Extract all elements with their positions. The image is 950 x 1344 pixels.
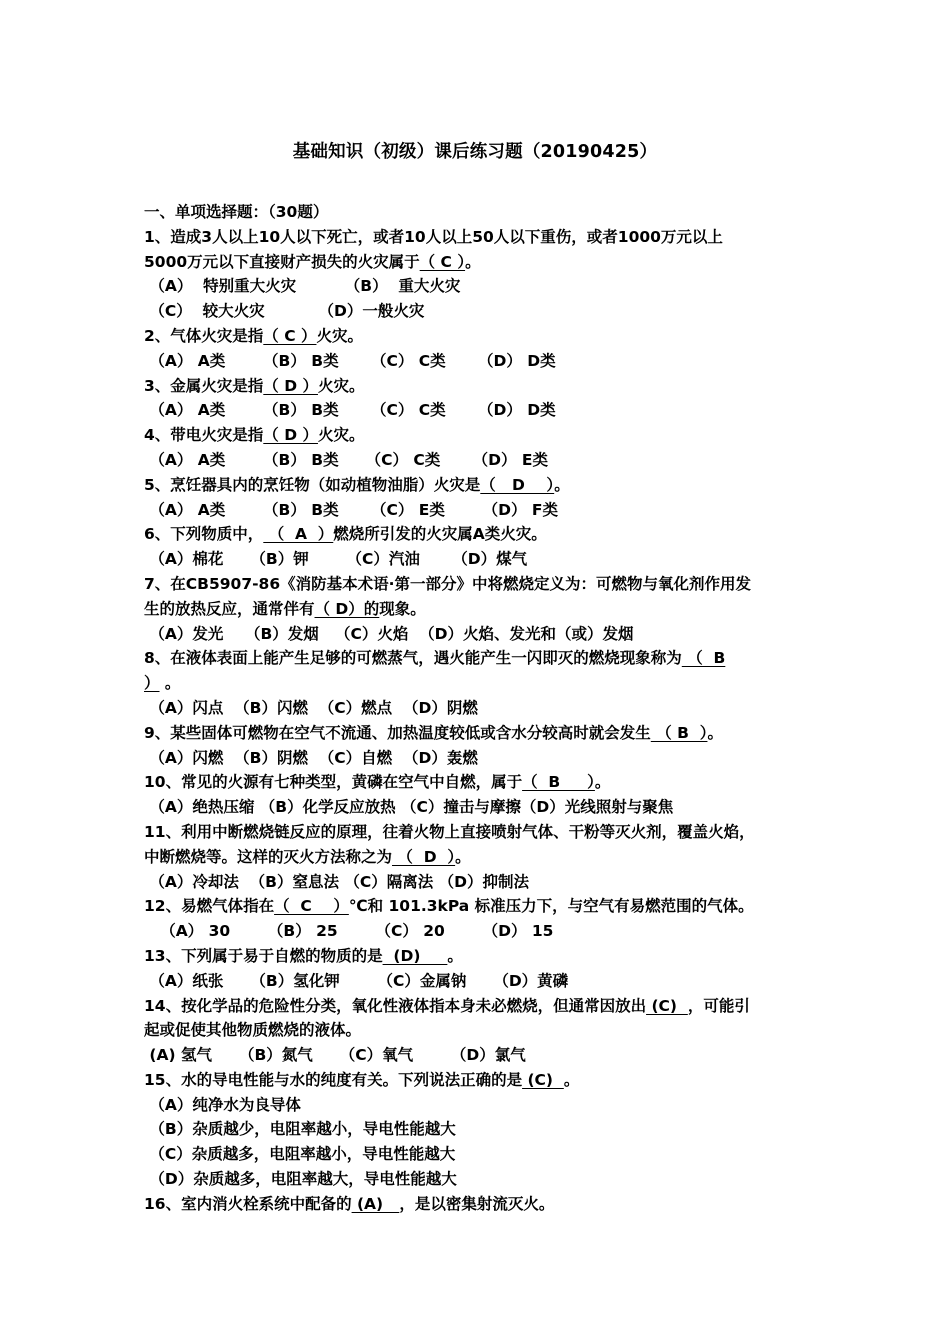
- answer-options: （A）绝热压缩 （B）化学反应放热 （C）撞击与摩擦（D）光线照射与聚焦: [144, 798, 674, 817]
- question-text-line: [144, 423, 808, 448]
- question-text: ，可能引: [687, 996, 750, 1015]
- question-text: 16、室内消火栓系统中配备的: [144, 1194, 352, 1213]
- question-text: 8、在液体表面上能产生足够的可燃蒸气，遇火能产生一闪即灭的燃烧现象称为: [144, 649, 682, 668]
- question-text: 14、按化学品的危险性分类，氧化性液体指本身未必燃烧，但通常因放出: [144, 996, 647, 1015]
- question-text: ℃和 101.3kPa 标准压力下，与空气有易燃范围的气体。: [348, 897, 754, 916]
- question-text: 。: [707, 723, 723, 742]
- question-text-line: [144, 1192, 808, 1217]
- question-text: 2、气体火灾是指: [144, 326, 264, 345]
- answer-options: （A） 30 （B） 25 （C） 20 （D） 15: [144, 922, 554, 941]
- question-item: [144, 646, 808, 720]
- answer-blank: （ B ）: [522, 773, 595, 792]
- question-item: [144, 820, 808, 894]
- question-text: 4、带电火灾是指: [144, 426, 264, 445]
- answer-options: （A）闪燃 （B）阴燃 （C）自燃 （D）轰燃: [144, 748, 478, 767]
- question-item: [144, 1192, 808, 1217]
- question-item: [144, 324, 808, 374]
- answer-options: （A）发光 （B）发烟 （C）火焰 （D）火焰、发光和（或）发烟: [144, 624, 634, 643]
- question-text: 12、易燃气体指在: [144, 897, 275, 916]
- answer-blank: （ D）的: [314, 599, 380, 618]
- answer-options: （C） 较大火灾 （D）一般火灾: [144, 302, 425, 321]
- question-item: [144, 572, 808, 646]
- question-item: [144, 994, 808, 1068]
- question-item: [144, 473, 808, 523]
- answer-options: （A）棉花 （B）钾 （C）汽油 （D）煤气: [144, 550, 528, 569]
- question-text-line: [144, 894, 808, 919]
- answer-options: （A） A类 （B） B类 （C） C类 （D） E类: [144, 450, 548, 469]
- answer-options: （A）纯净水为良导体: [144, 1095, 301, 1114]
- question-text-line: [144, 944, 808, 969]
- answer-options: （C）杂质越多，电阻率越小，导电性能越大: [144, 1145, 456, 1164]
- question-text-line: [144, 646, 808, 671]
- question-text-line: [144, 374, 808, 399]
- question-text: 。: [159, 674, 181, 693]
- answer-options: （A） A类 （B） B类 （C） E类 （D） F类: [144, 500, 558, 519]
- answer-blank: (A): [351, 1194, 400, 1213]
- question-text: 15、水的导电性能与水的纯度有关。下列说法正确的是: [144, 1070, 523, 1089]
- answer-blank: (C): [646, 996, 688, 1015]
- question-text-line: [144, 845, 808, 870]
- question-item: [144, 423, 808, 473]
- question-text: 5000万元以下直接财产损失的火灾属于: [144, 252, 420, 271]
- answer-blank: （ C ）: [419, 252, 466, 271]
- question-text: 。: [554, 475, 570, 494]
- answer-blank: （ B: [681, 649, 726, 668]
- question-text: 。: [563, 1070, 580, 1089]
- answer-options: （A）纸张 （B）氢化钾 （C）金属钠 （D）黄磷: [144, 971, 569, 990]
- question-text: 起或促使其他物质燃烧的液体。: [144, 1021, 362, 1040]
- question-text-line: [144, 671, 808, 696]
- question-text: 7、在CB5907-86《消防基本术语·第一部分》中将燃烧定义为：可燃物与氧化剂作用发: [144, 574, 752, 593]
- question-text: 火灾。: [317, 376, 365, 395]
- question-text-line: [144, 522, 808, 547]
- answer-options: （D）杂质越多，电阻率越大，导电性能越大: [144, 1170, 457, 1189]
- answer-blank: (C): [522, 1070, 564, 1089]
- question-text: 10、常见的火源有七种类型，黄磷在空气中自燃，属于: [144, 773, 523, 792]
- question-text-line: [144, 1018, 808, 1043]
- question-text-line: [144, 225, 808, 250]
- question-item: [144, 1068, 808, 1192]
- question-text: 火灾。: [316, 326, 363, 345]
- question-text: 1、造成3人以上10人以下死亡，或者10人以上50人以下重伤，或者1000万元以上: [144, 227, 723, 246]
- answer-blank: （ A ）: [263, 525, 334, 544]
- question-text-line: [144, 572, 808, 597]
- question-text-line: [144, 770, 808, 795]
- question-text-line: [144, 820, 808, 845]
- answer-options: （B）杂质越少，电阻率越小，导电性能越大: [144, 1120, 456, 1139]
- question-text-line: [144, 1068, 808, 1093]
- question-text-line: [144, 597, 808, 622]
- question-item: [144, 522, 808, 572]
- question-text: 。: [465, 252, 481, 271]
- question-text: 6、下列物质中，: [144, 525, 264, 544]
- question-item: [144, 721, 808, 771]
- question-text: 13、下列属于易于自燃的物质的是: [144, 946, 383, 965]
- answer-options: （A） 特别重大火灾 （B） 重大火灾: [144, 277, 461, 296]
- question-item: [144, 894, 808, 944]
- answer-options: (A) 氢气 （B）氮气 （C）氧气 （D）氯气: [144, 1046, 526, 1065]
- question-text: 9、某些固体可燃物在空气不流通、加热温度较低或含水分较高时就会发生: [144, 723, 651, 742]
- answer-blank: （ D ）: [392, 847, 456, 866]
- answer-blank: （ C ）: [274, 897, 349, 916]
- page-title: 基础知识（初级）课后练习题（20190425）: [292, 142, 658, 162]
- question-text-line: [144, 994, 808, 1019]
- answer-blank: （ D ）: [263, 376, 318, 395]
- question-text: 5、烹饪器具内的烹饪物（如动植物油脂）火灾是: [144, 475, 481, 494]
- answer-blank: （ C ）: [263, 326, 317, 345]
- question-text-line: [144, 721, 808, 746]
- question-text: 生的放热反应，通常伴有: [144, 599, 315, 618]
- answer-blank: ）: [144, 674, 160, 693]
- question-text: 中断燃烧等。这样的灭火方法称之为: [144, 847, 393, 866]
- answer-options: （A） A类 （B） B类 （C） C类 （D） D类: [144, 351, 556, 370]
- question-text: 11、利用中断燃烧链反应的原理，往着火物上直接喷射气体、干粉等灭火剂，覆盖火焰，: [144, 822, 755, 841]
- question-text: 。: [594, 773, 611, 792]
- question-item: [144, 225, 808, 324]
- question-text: 燃烧所引发的火灾属A类火灾。: [333, 525, 547, 544]
- answer-blank: （ D ）: [480, 475, 555, 494]
- answer-options: （A）冷却法 （B）窒息法 （C）隔离法 （D）抑制法: [144, 872, 530, 891]
- answer-blank: (D): [382, 946, 448, 965]
- question-text: 现象。: [379, 599, 426, 618]
- question-text: ，是以密集射流灭火。: [399, 1194, 555, 1213]
- question-text-line: [144, 324, 808, 349]
- question-text: 。: [447, 946, 463, 965]
- answer-blank: （ B ）: [650, 723, 708, 742]
- question-text: 火灾。: [317, 426, 365, 445]
- question-list: [144, 200, 808, 1217]
- answer-options: （A）闪点 （B）闪燃 （C）燃点 （D）阴燃: [144, 698, 478, 717]
- question-text-line: [144, 250, 808, 275]
- question-text: 。: [455, 847, 471, 866]
- answer-blank: （ D ）: [263, 426, 318, 445]
- question-text-line: [144, 473, 808, 498]
- section-heading: 一、单项选择题：（30题）: [144, 203, 329, 221]
- question-text: 3、金属火灾是指: [144, 376, 264, 395]
- question-item: [144, 944, 808, 994]
- question-item: [144, 770, 808, 820]
- answer-options: （A） A类 （B） B类 （C） C类 （D） D类: [144, 401, 556, 420]
- question-item: [144, 374, 808, 424]
